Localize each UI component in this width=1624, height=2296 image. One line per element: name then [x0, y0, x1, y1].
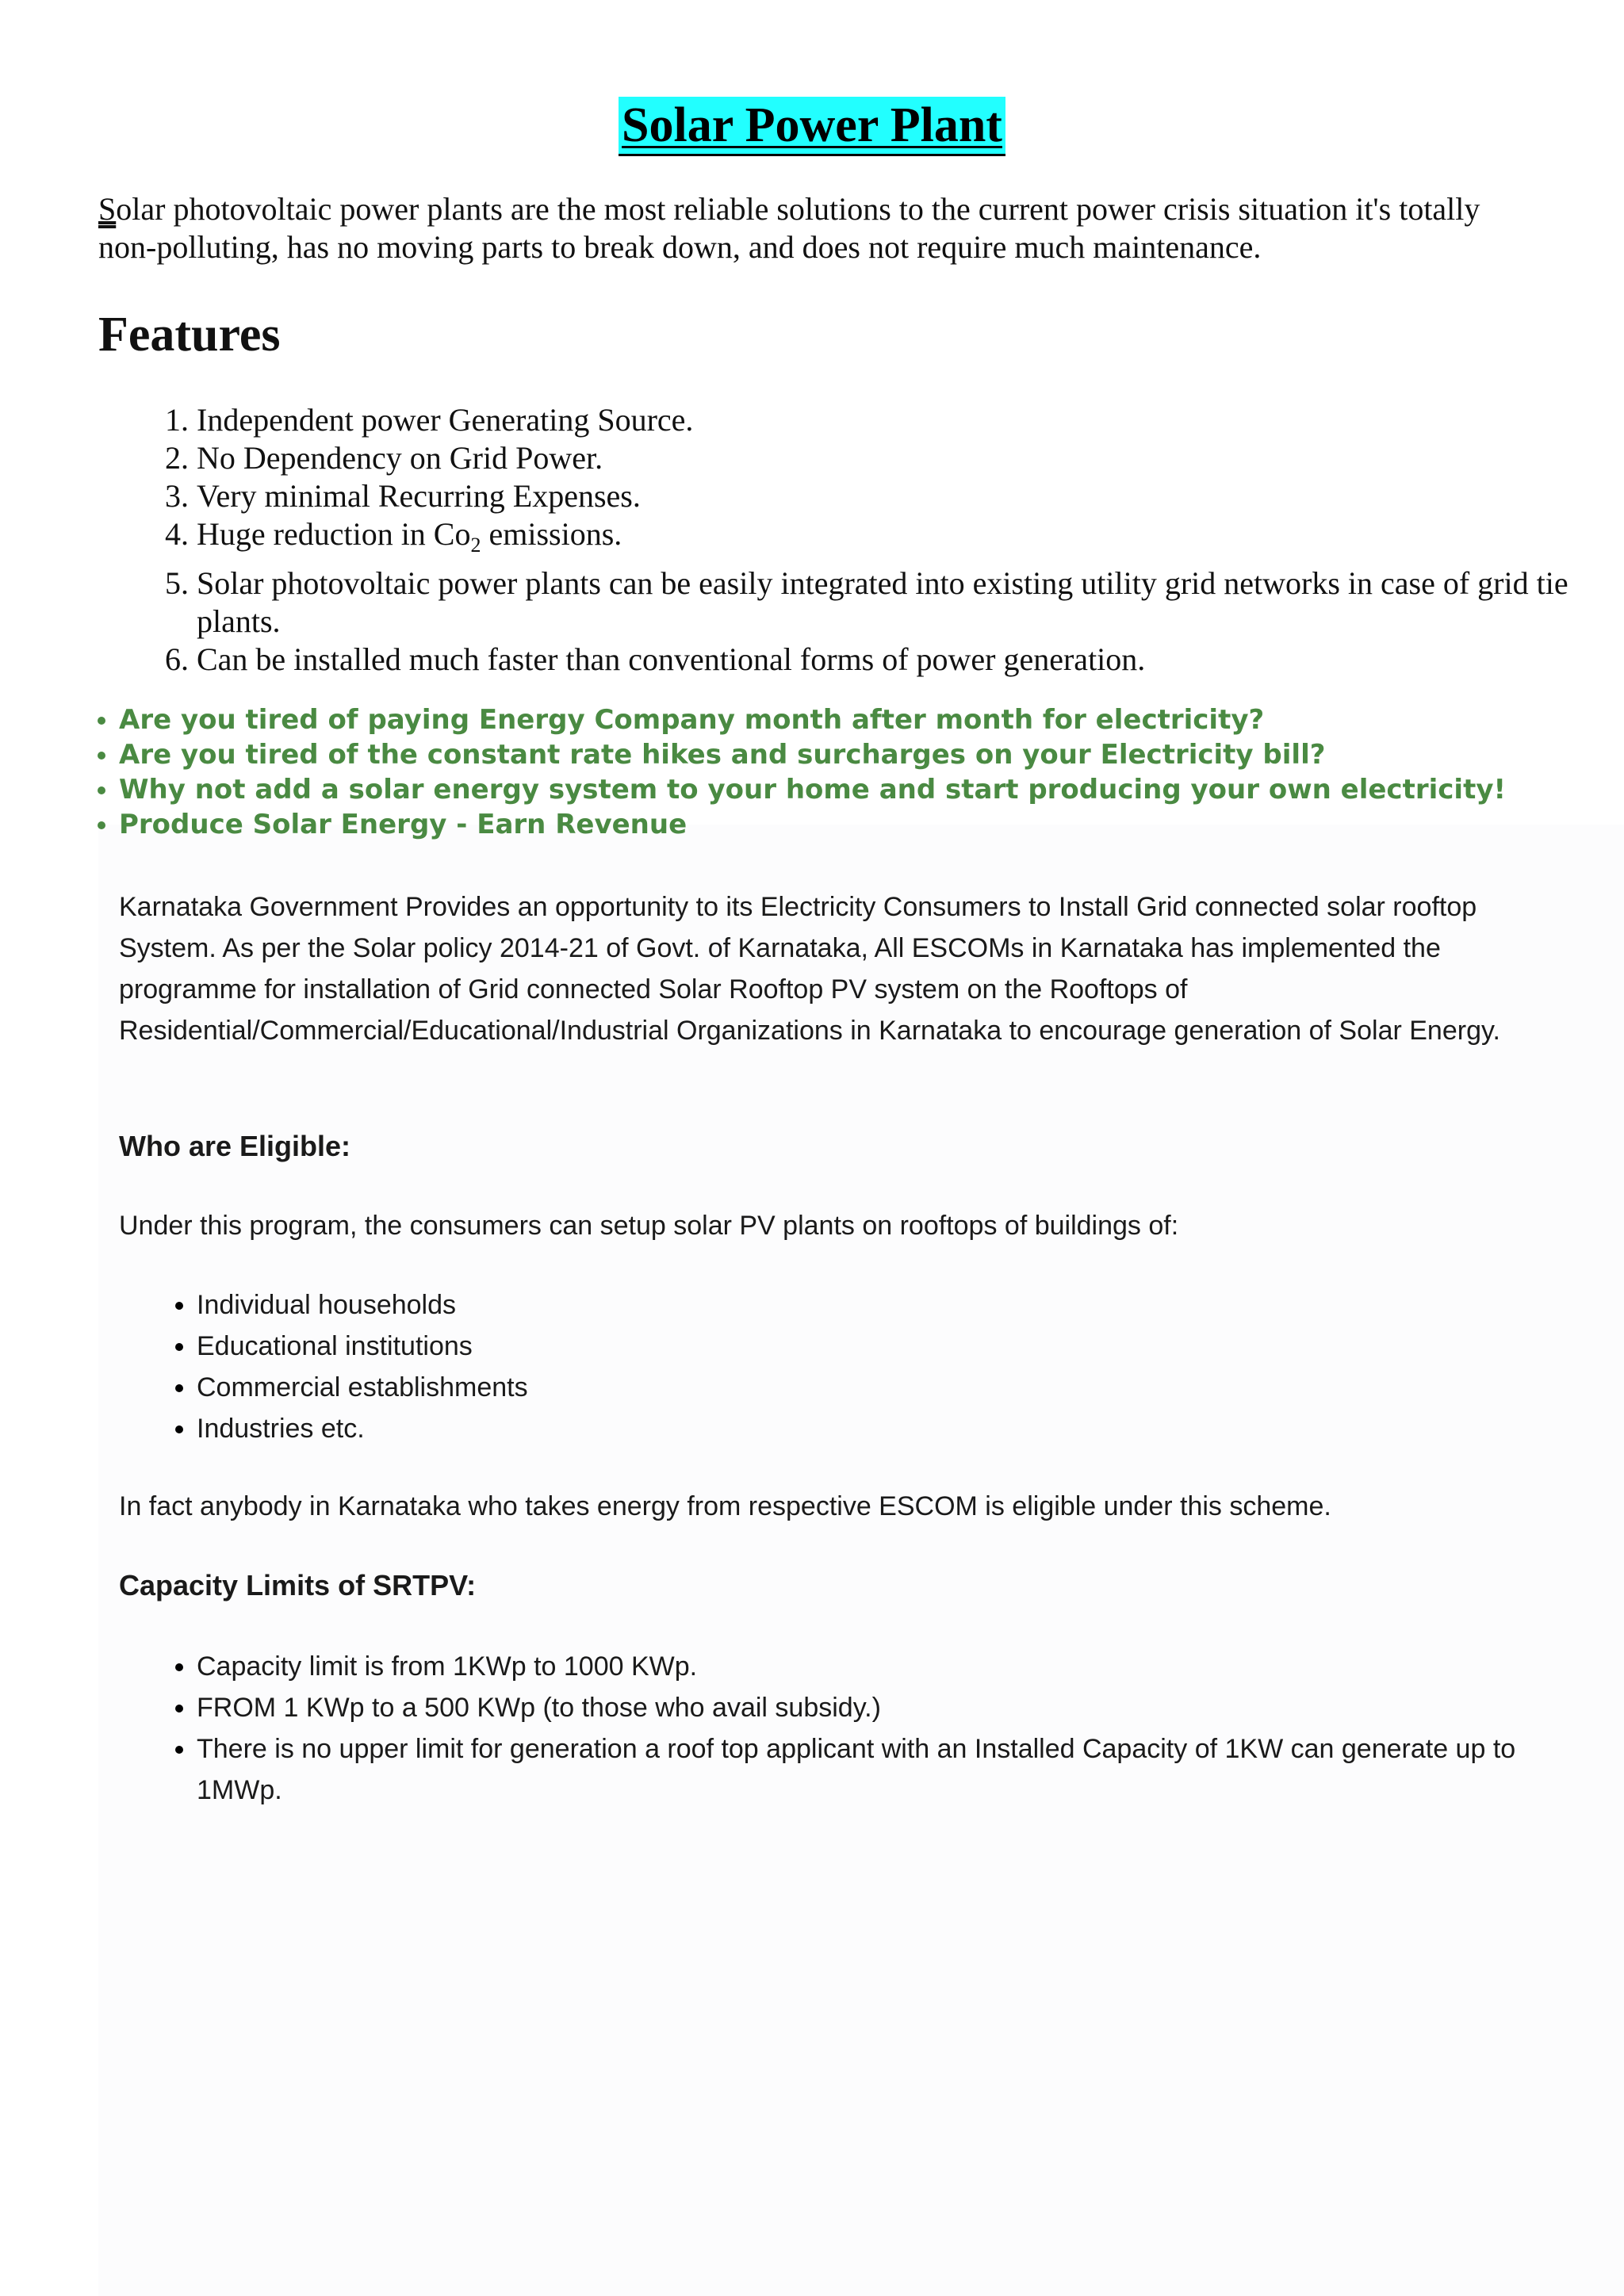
feature-co2-text: Huge reduction in Co	[197, 516, 471, 552]
feature-co2-subscript: 2	[470, 534, 481, 557]
feature-item: 6. Can be installed much faster than conventional forms of power generation.	[197, 641, 1624, 679]
eligible-list	[119, 1284, 1592, 1449]
eligible-item: • Individual households	[197, 1284, 1592, 1326]
highlight-item: • Are you tired of paying Energy Company month after month for electricity?	[119, 702, 1624, 737]
eligible-item: • Educational institutions	[197, 1326, 1592, 1367]
highlight-item: • Produce Solar Energy - Earn Revenue	[119, 807, 1624, 842]
capacity-heading: Capacity Limits of SRTPV:	[119, 1569, 477, 1601]
feature-co2-suffix: emissions.	[481, 516, 622, 552]
intro-paragraph	[98, 190, 1542, 266]
highlight-item: • Why not add a solar energy system to your home and start producing your own electricity!	[119, 772, 1624, 807]
feature-item: 1. Independent power Generating Source.	[197, 401, 1624, 439]
feature-item: 5. Solar photovoltaic power plants can be easily integrated into existing utility grid networks in case of grid tie plants.	[197, 564, 1624, 641]
feature-item	[197, 515, 1624, 564]
features-heading: Features	[98, 308, 281, 362]
feature-item: 3. Very minimal Recurring Expenses.	[197, 477, 1624, 515]
program-paragraph: Karnataka Government Provides an opportunity to its Electricity Consumers to Install Grid connected solar rooftop System. As per the Solar policy 2014-21 of Govt. of Karnataka, All ESCOMs in Karnataka has implemented the programme for installation of Grid connected Solar Rooftop PV system on the Rooftops of Residential/Commercial/Educational/Industrial Organizations in Karnataka to encourage generation of Solar Energy.	[119, 892, 1500, 1046]
capacity-item: • Capacity limit is from 1KWp to 1000 KWp.	[197, 1646, 1561, 1687]
eligible-note: In fact anybody in Karnataka who takes energy from respective ESCOM is eligible under this scheme.	[119, 1491, 1331, 1521]
highlight-list	[36, 702, 1624, 842]
intro-text: olar photovoltaic power plants are the most reliable solutions to the current power crisis situation it's totally non-polluting, has no moving parts to break down, and does not require much maintenance.	[98, 191, 1480, 265]
capacity-item: • FROM 1 KWp to a 500 KWp (to those who avail subsidy.)	[197, 1687, 1561, 1728]
eligible-intro: Under this program, the consumers can setup solar PV plants on rooftops of buildings of:	[119, 1211, 1179, 1241]
page-title: Solar Power Plant	[619, 97, 1005, 156]
feature-item: 2. No Dependency on Grid Power.	[197, 439, 1624, 477]
intro-first-letter: S	[98, 191, 117, 227]
eligible-item: • Industries etc.	[197, 1408, 1592, 1449]
title-container	[0, 97, 1624, 156]
eligible-item: • Commercial establishments	[197, 1367, 1592, 1408]
features-list	[98, 401, 1624, 679]
highlight-item: • Are you tired of the constant rate hikes and surcharges on your Electricity bill?	[119, 737, 1624, 772]
capacity-list	[119, 1646, 1561, 1811]
capacity-item: • There is no upper limit for generation a roof top applicant with an Installed Capacity of 1KW can generate up to 1MWp.	[197, 1728, 1561, 1811]
eligible-heading: Who are Eligible:	[119, 1130, 351, 1162]
